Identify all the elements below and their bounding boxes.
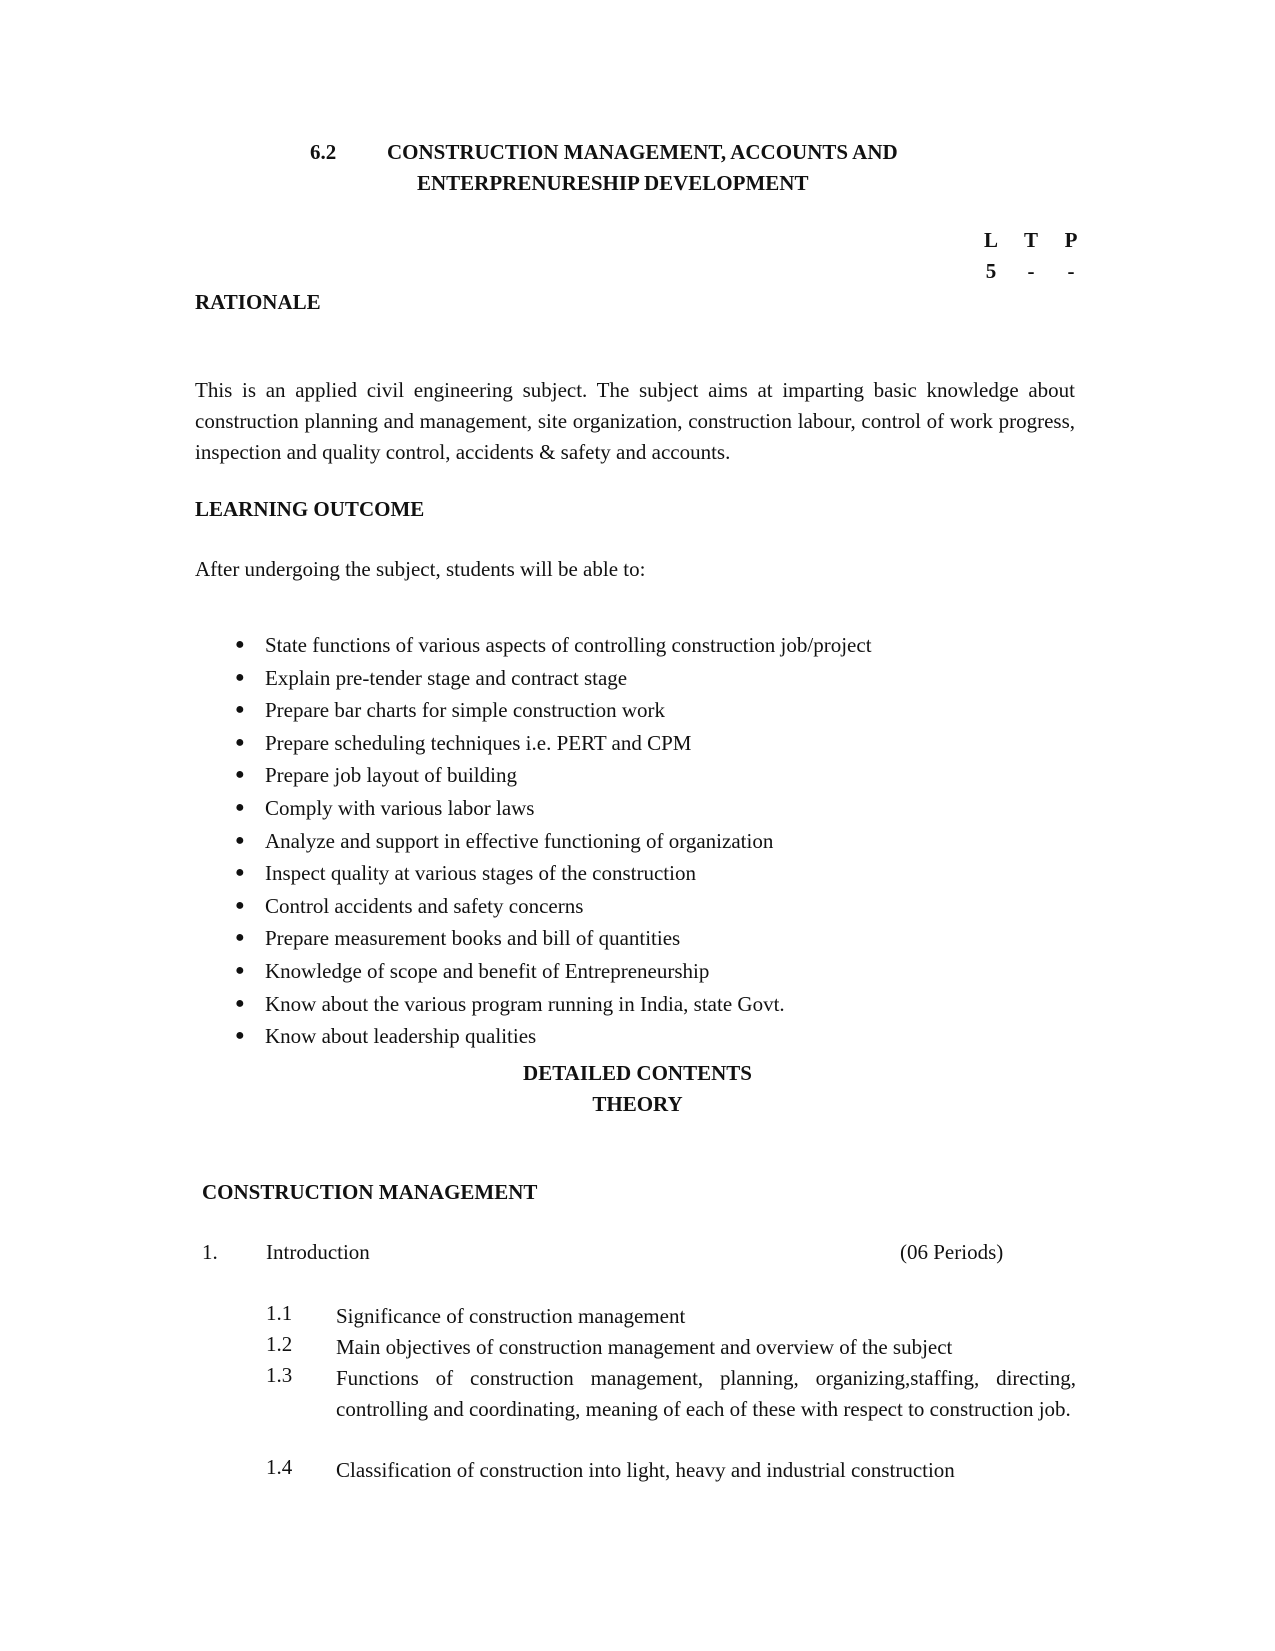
topic-number: 1.2 [266,1332,293,1356]
ltp-value-t: - [1027,259,1035,283]
topic-number: 1.3 [266,1363,293,1387]
ltp-label-l: L [983,228,998,252]
list-item: ● Knowledge of scope and benefit of Entrepreneurship [195,955,872,988]
ltp-label-p: P [1064,228,1078,252]
unit-periods: (06 Periods) [900,1240,1004,1264]
unit-number: 1. [202,1240,218,1264]
bullet-icon: ● [235,896,245,914]
list-item: ● Prepare measurement books and bill of quantities [195,922,872,955]
bullet-icon: ● [235,798,245,816]
topic-text: Main objectives of construction management and overview of the subject [336,1335,953,1359]
ltp-value-l: 5 [985,259,997,283]
list-item: ● Know about the various program running in India, state Govt. [195,988,872,1021]
list-item: ● State functions of various aspects of controlling construction job/project [195,629,872,662]
topic-text: Functions of construction management, planning, organizing,staffing, directing, controlling and coordinating, meaning of each of these with respect to construction job. [336,1366,1076,1421]
bullet-icon: ● [235,636,245,653]
bullet-icon: ● [235,961,245,979]
bullet-icon: ● [235,831,245,849]
unit-title: Introduction [266,1240,370,1264]
list-item: ● Inspect quality at various stages of the construction [195,857,872,890]
page-title-line-2: ENTERPRENURESHIP DEVELOPMENT [417,171,809,195]
page-title-line-1: CONSTRUCTION MANAGEMENT, ACCOUNTS AND [387,140,898,164]
theory-heading: THEORY [592,1092,683,1116]
topic-number: 1.4 [266,1455,293,1479]
list-item: ● Prepare bar charts for simple construction work [195,694,872,727]
detailed-contents-heading: DETAILED CONTENTS [523,1061,752,1085]
rationale-heading: RATIONALE [195,290,321,314]
list-item: ● Prepare scheduling techniques i.e. PERT and CPM [195,727,872,760]
ltp-values [983,259,1079,284]
section-number: 6.2 [310,140,337,164]
bullet-icon: ● [235,668,245,686]
ltp-value-p: - [1067,259,1075,283]
topic-text: Significance of construction management [336,1304,686,1328]
list-item: ● Prepare job layout of building [195,759,872,792]
topic-text: Classification of construction into light, heavy and industrial construction [336,1458,955,1482]
bullet-icon: ● [235,929,245,947]
bullet-icon: ● [235,864,245,882]
learning-outcome-list [195,629,872,1053]
bullet-icon: ● [235,766,245,784]
topic-number: 1.1 [266,1301,293,1325]
bullet-icon: ● [235,1027,245,1045]
ltp-labels [983,228,1079,253]
list-item: ● Explain pre-tender stage and contract stage [195,662,872,695]
list-item: ● Know about leadership qualities [195,1020,872,1053]
learning-outcome-heading: LEARNING OUTCOME [195,497,425,521]
learning-outcome-intro: After undergoing the subject, students will be able to: [195,557,646,581]
ltp-label-t: T [1023,228,1038,252]
section-heading: CONSTRUCTION MANAGEMENT [202,1180,538,1204]
bullet-icon: ● [235,994,245,1012]
bullet-icon: ● [235,701,245,719]
rationale-text: This is an applied civil engineering subject. The subject aims at imparting basic knowledge about construction planning and management, site organization, construction labour, control of work progress, inspection and quality control, accidents & safety and accounts. [195,378,1075,464]
bullet-icon: ● [235,733,245,751]
list-item: ● Analyze and support in effective functioning of organization [195,825,872,858]
list-item: ● Control accidents and safety concerns [195,890,872,923]
list-item: ● Comply with various labor laws [195,792,872,825]
